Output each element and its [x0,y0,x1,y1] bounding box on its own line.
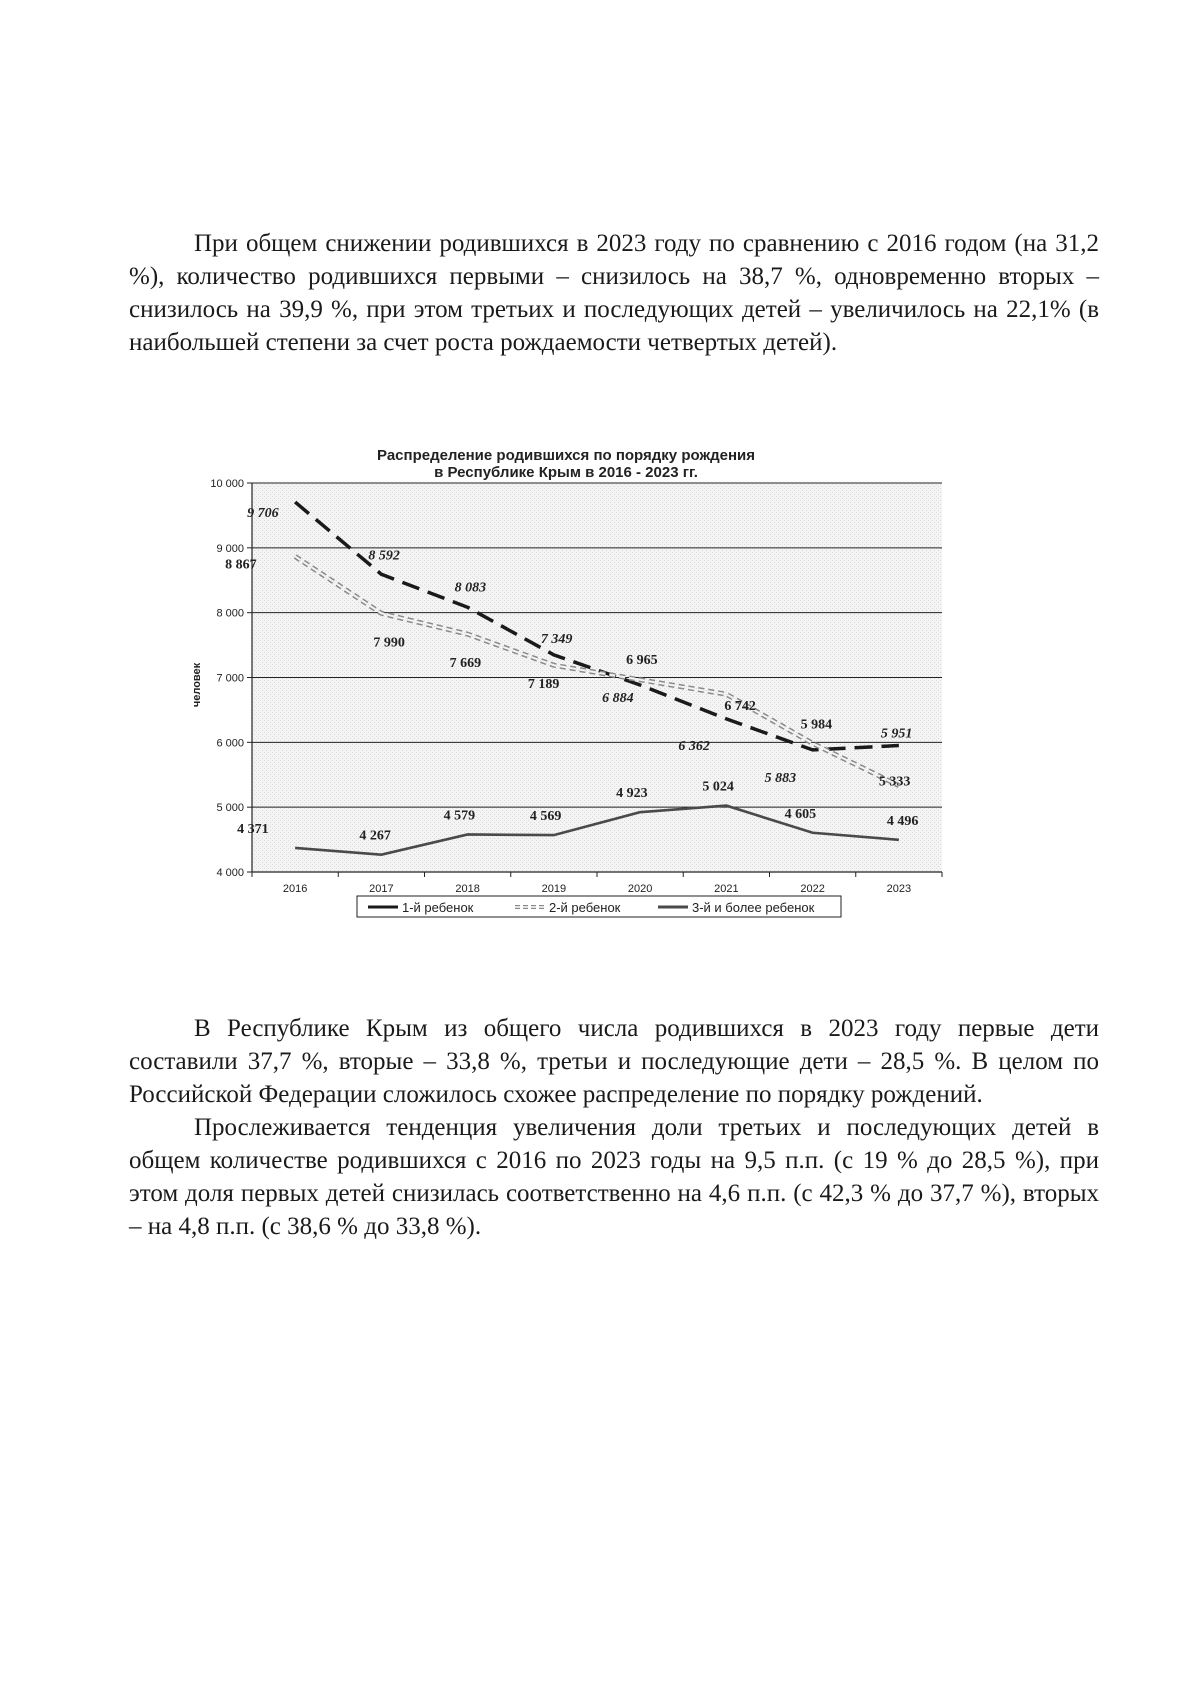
paragraph-birth-decline [129,227,1099,359]
data-label: 6 884 [602,691,634,707]
data-label: 5 024 [702,779,734,795]
data-label: 6 742 [724,699,756,715]
x-tick-label: 2023 [886,883,912,895]
y-tick-label: 6 000 [216,737,244,750]
data-label: 5 984 [800,717,833,733]
data-label: 5 333 [878,774,911,790]
data-label: 9 706 [247,506,279,522]
x-tick-label: 2016 [282,883,308,895]
legend-label: 3-й и более ребенок [692,900,815,915]
y-tick-label: 5 000 [216,802,244,815]
x-tick-label: 2021 [714,883,739,895]
y-tick-label: 9 000 [216,542,244,555]
x-tick-label: 2019 [541,883,567,895]
chart-legend [357,896,841,917]
paragraph-share-2023 [129,1012,1099,1111]
paragraph-text: При общем снижении родившихся в 2023 году по сравнению с 2016 годом (на 31,2 %), количество родившихся первыми – снизилось на 38,7 %, одновременно вторых – снизилось на 39,9 %, при этом третьих и последующих детей – увеличилось на 22,1% (в наибольшей степени за счет роста рождаемости четвертых детей). [129,230,1099,356]
paragraph-trend [129,1111,1099,1243]
y-tick-label: 8 000 [216,607,244,620]
birth-order-chart [190,445,1030,985]
data-label: 4 923 [616,786,648,802]
x-tick-label: 2020 [627,883,653,895]
data-label: 4 371 [237,821,269,837]
legend-label: 1-й ребенок [402,900,474,915]
data-label: 7 990 [373,635,405,651]
chart-title-line2: в Республике Крым в 2016 - 2023 гг. [434,464,698,481]
x-tick-label: 2018 [455,883,480,895]
y-tick-label: 10 000 [210,478,244,490]
data-label: 8 867 [225,557,257,573]
legend-label: 2-й ребенок [549,900,621,915]
y-tick-label: 4 000 [216,867,244,879]
data-label: 7 349 [540,631,573,647]
y-axis-label: человек [191,662,203,708]
data-label: 8 083 [454,580,487,596]
line-chart-svg [190,445,1030,1005]
data-label: 4 267 [359,828,391,844]
data-label: 4 579 [443,808,476,824]
paragraph-text: В Республике Крым из общего числа родившихся в 2023 году первые дети составили 37,7 %, вторые – 33,8 %, третьи и последующие дети – 28,5 %. В целом по Российской Федерации сложилось схожее распределение по порядку рождений. [129,1015,1099,1108]
data-label: 5 951 [880,726,913,742]
y-tick-label: 7 000 [216,672,244,685]
data-label: 4 605 [784,806,817,822]
data-label: 7 189 [527,677,560,693]
data-label: 7 669 [449,656,482,672]
data-label: 5 883 [764,770,797,786]
chart-title-line1: Распределение родившихся по порядку рождения [377,447,755,464]
data-label: 6 965 [626,652,658,668]
x-tick-label: 2022 [800,883,825,895]
data-label: 4 569 [529,809,562,825]
data-label: 8 592 [368,548,400,564]
data-label: 4 496 [886,813,919,829]
x-tick-label: 2017 [369,883,394,895]
paragraph-text: Прослеживается тенденция увеличения доли третьих и последующих детей в общем количестве родившихся с 2016 по 2023 годы на 9,5 п.п. (с 19 % до 28,5 %), при этом доля первых детей снизилась соответственно на 4,6 п.п. (с 42,3 % до 37,7 %), вторых – на 4,8 п.п. (с 38,6 % до 33,8 %). [129,1114,1099,1240]
data-label: 6 362 [678,738,710,754]
